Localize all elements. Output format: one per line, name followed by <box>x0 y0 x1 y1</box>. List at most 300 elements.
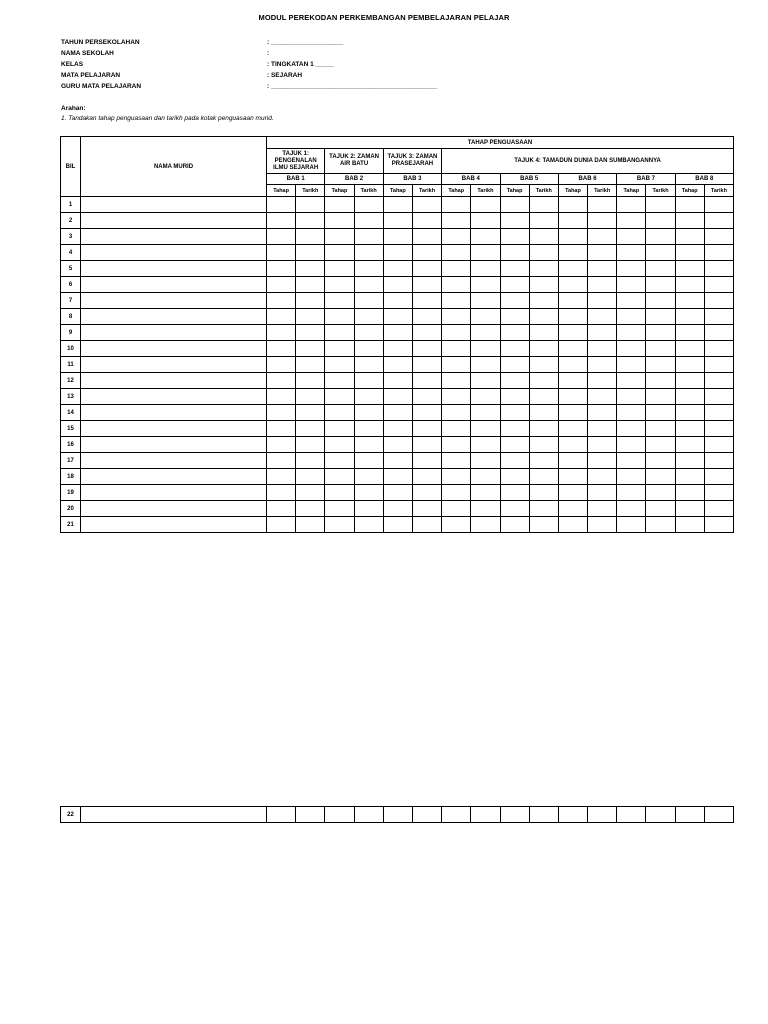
tarikh-cell[interactable] <box>296 453 325 469</box>
tarikh-cell[interactable] <box>704 261 733 277</box>
tarikh-cell[interactable] <box>588 309 617 325</box>
tarikh-cell[interactable] <box>471 277 500 293</box>
tahap-cell[interactable] <box>617 437 646 453</box>
tarikh-cell[interactable] <box>354 453 383 469</box>
tahap-cell[interactable] <box>325 421 354 437</box>
tahap-cell[interactable] <box>325 309 354 325</box>
tarikh-cell[interactable] <box>471 469 500 485</box>
tarikh-cell[interactable] <box>588 501 617 517</box>
tahap-cell[interactable] <box>383 421 412 437</box>
tahap-cell[interactable] <box>383 357 412 373</box>
tahap-cell[interactable] <box>617 807 646 823</box>
tarikh-cell[interactable] <box>296 373 325 389</box>
tahap-cell[interactable] <box>267 309 296 325</box>
tahap-cell[interactable] <box>617 389 646 405</box>
tarikh-cell[interactable] <box>354 373 383 389</box>
tarikh-cell[interactable] <box>646 517 675 533</box>
tahap-cell[interactable] <box>383 213 412 229</box>
tahap-cell[interactable] <box>442 245 471 261</box>
tarikh-cell[interactable] <box>588 325 617 341</box>
tahap-cell[interactable] <box>558 373 587 389</box>
tahap-cell[interactable] <box>442 341 471 357</box>
tahap-cell[interactable] <box>558 357 587 373</box>
tahap-cell[interactable] <box>675 501 704 517</box>
tahap-cell[interactable] <box>500 405 529 421</box>
tarikh-cell[interactable] <box>354 229 383 245</box>
tahap-cell[interactable] <box>675 309 704 325</box>
tarikh-cell[interactable] <box>646 501 675 517</box>
tarikh-cell[interactable] <box>296 405 325 421</box>
tarikh-cell[interactable] <box>354 341 383 357</box>
tarikh-cell[interactable] <box>296 341 325 357</box>
tarikh-cell[interactable] <box>704 437 733 453</box>
tahap-cell[interactable] <box>325 261 354 277</box>
tahap-cell[interactable] <box>267 807 296 823</box>
tarikh-cell[interactable] <box>471 293 500 309</box>
tarikh-cell[interactable] <box>412 277 441 293</box>
tarikh-cell[interactable] <box>471 245 500 261</box>
tarikh-cell[interactable] <box>354 389 383 405</box>
tarikh-cell[interactable] <box>354 309 383 325</box>
tahap-cell[interactable] <box>267 197 296 213</box>
tahap-cell[interactable] <box>442 517 471 533</box>
tarikh-cell[interactable] <box>296 437 325 453</box>
tarikh-cell[interactable] <box>529 453 558 469</box>
tahap-cell[interactable] <box>675 373 704 389</box>
tarikh-cell[interactable] <box>412 341 441 357</box>
tahap-cell[interactable] <box>267 389 296 405</box>
tahap-cell[interactable] <box>558 453 587 469</box>
tarikh-cell[interactable] <box>471 807 500 823</box>
student-name-cell[interactable] <box>81 501 267 517</box>
tarikh-cell[interactable] <box>646 245 675 261</box>
tahap-cell[interactable] <box>617 357 646 373</box>
tahap-cell[interactable] <box>383 245 412 261</box>
tahap-cell[interactable] <box>617 341 646 357</box>
tarikh-cell[interactable] <box>704 373 733 389</box>
student-name-cell[interactable] <box>81 485 267 501</box>
tahap-cell[interactable] <box>617 245 646 261</box>
student-name-cell[interactable] <box>81 357 267 373</box>
tarikh-cell[interactable] <box>354 421 383 437</box>
tahap-cell[interactable] <box>325 807 354 823</box>
tarikh-cell[interactable] <box>354 501 383 517</box>
tahap-cell[interactable] <box>442 293 471 309</box>
tarikh-cell[interactable] <box>646 341 675 357</box>
tarikh-cell[interactable] <box>412 357 441 373</box>
tahap-cell[interactable] <box>675 389 704 405</box>
tarikh-cell[interactable] <box>529 245 558 261</box>
tahap-cell[interactable] <box>617 229 646 245</box>
tarikh-cell[interactable] <box>704 389 733 405</box>
tarikh-cell[interactable] <box>704 485 733 501</box>
tahap-cell[interactable] <box>267 229 296 245</box>
tahap-cell[interactable] <box>325 501 354 517</box>
student-name-cell[interactable] <box>81 293 267 309</box>
tarikh-cell[interactable] <box>529 213 558 229</box>
tarikh-cell[interactable] <box>471 309 500 325</box>
tarikh-cell[interactable] <box>296 517 325 533</box>
tahap-cell[interactable] <box>325 517 354 533</box>
tahap-cell[interactable] <box>558 517 587 533</box>
tahap-cell[interactable] <box>500 373 529 389</box>
student-name-cell[interactable] <box>81 437 267 453</box>
tahap-cell[interactable] <box>383 501 412 517</box>
tarikh-cell[interactable] <box>296 389 325 405</box>
tarikh-cell[interactable] <box>704 309 733 325</box>
tarikh-cell[interactable] <box>704 807 733 823</box>
tahap-cell[interactable] <box>267 437 296 453</box>
tarikh-cell[interactable] <box>471 261 500 277</box>
tahap-cell[interactable] <box>500 261 529 277</box>
tarikh-cell[interactable] <box>354 485 383 501</box>
student-name-cell[interactable] <box>81 373 267 389</box>
tahap-cell[interactable] <box>617 325 646 341</box>
tahap-cell[interactable] <box>500 325 529 341</box>
tahap-cell[interactable] <box>383 197 412 213</box>
tarikh-cell[interactable] <box>646 421 675 437</box>
tarikh-cell[interactable] <box>704 501 733 517</box>
tarikh-cell[interactable] <box>588 357 617 373</box>
tarikh-cell[interactable] <box>646 357 675 373</box>
tahap-cell[interactable] <box>383 293 412 309</box>
tarikh-cell[interactable] <box>588 437 617 453</box>
tarikh-cell[interactable] <box>354 405 383 421</box>
tahap-cell[interactable] <box>442 501 471 517</box>
tarikh-cell[interactable] <box>646 213 675 229</box>
tarikh-cell[interactable] <box>296 807 325 823</box>
tahap-cell[interactable] <box>267 341 296 357</box>
tahap-cell[interactable] <box>617 309 646 325</box>
tahap-cell[interactable] <box>383 341 412 357</box>
tarikh-cell[interactable] <box>704 341 733 357</box>
student-name-cell[interactable] <box>81 807 267 823</box>
tahap-cell[interactable] <box>267 373 296 389</box>
tahap-cell[interactable] <box>558 389 587 405</box>
tarikh-cell[interactable] <box>529 229 558 245</box>
tahap-cell[interactable] <box>500 517 529 533</box>
tahap-cell[interactable] <box>558 437 587 453</box>
tarikh-cell[interactable] <box>471 485 500 501</box>
tarikh-cell[interactable] <box>646 485 675 501</box>
tahap-cell[interactable] <box>500 229 529 245</box>
tahap-cell[interactable] <box>383 389 412 405</box>
tarikh-cell[interactable] <box>471 389 500 405</box>
tahap-cell[interactable] <box>442 437 471 453</box>
tarikh-cell[interactable] <box>354 469 383 485</box>
tahap-cell[interactable] <box>558 277 587 293</box>
tarikh-cell[interactable] <box>296 485 325 501</box>
tarikh-cell[interactable] <box>646 293 675 309</box>
tarikh-cell[interactable] <box>471 229 500 245</box>
tahap-cell[interactable] <box>558 213 587 229</box>
tarikh-cell[interactable] <box>588 213 617 229</box>
tahap-cell[interactable] <box>442 469 471 485</box>
tarikh-cell[interactable] <box>412 325 441 341</box>
tahap-cell[interactable] <box>442 421 471 437</box>
tahap-cell[interactable] <box>500 277 529 293</box>
tahap-cell[interactable] <box>267 213 296 229</box>
tahap-cell[interactable] <box>442 357 471 373</box>
tarikh-cell[interactable] <box>412 405 441 421</box>
tahap-cell[interactable] <box>325 245 354 261</box>
tahap-cell[interactable] <box>325 485 354 501</box>
tarikh-cell[interactable] <box>646 453 675 469</box>
tarikh-cell[interactable] <box>588 341 617 357</box>
tahap-cell[interactable] <box>383 325 412 341</box>
tahap-cell[interactable] <box>267 517 296 533</box>
tarikh-cell[interactable] <box>529 389 558 405</box>
tarikh-cell[interactable] <box>471 501 500 517</box>
tahap-cell[interactable] <box>617 485 646 501</box>
tahap-cell[interactable] <box>325 389 354 405</box>
student-name-cell[interactable] <box>81 517 267 533</box>
tarikh-cell[interactable] <box>354 437 383 453</box>
tahap-cell[interactable] <box>267 421 296 437</box>
student-name-cell[interactable] <box>81 389 267 405</box>
tahap-cell[interactable] <box>442 325 471 341</box>
tarikh-cell[interactable] <box>588 469 617 485</box>
tarikh-cell[interactable] <box>471 437 500 453</box>
tarikh-cell[interactable] <box>704 229 733 245</box>
tarikh-cell[interactable] <box>354 277 383 293</box>
tarikh-cell[interactable] <box>588 421 617 437</box>
tahap-cell[interactable] <box>558 421 587 437</box>
tahap-cell[interactable] <box>267 293 296 309</box>
tahap-cell[interactable] <box>383 517 412 533</box>
tarikh-cell[interactable] <box>412 437 441 453</box>
tahap-cell[interactable] <box>325 213 354 229</box>
tarikh-cell[interactable] <box>296 325 325 341</box>
tahap-cell[interactable] <box>325 437 354 453</box>
student-name-cell[interactable] <box>81 341 267 357</box>
tarikh-cell[interactable] <box>354 357 383 373</box>
tarikh-cell[interactable] <box>704 197 733 213</box>
tahap-cell[interactable] <box>267 245 296 261</box>
student-name-cell[interactable] <box>81 325 267 341</box>
tahap-cell[interactable] <box>325 293 354 309</box>
tahap-cell[interactable] <box>500 501 529 517</box>
tahap-cell[interactable] <box>267 485 296 501</box>
tahap-cell[interactable] <box>675 357 704 373</box>
tahap-cell[interactable] <box>675 453 704 469</box>
tarikh-cell[interactable] <box>588 261 617 277</box>
tarikh-cell[interactable] <box>412 197 441 213</box>
tahap-cell[interactable] <box>675 277 704 293</box>
tarikh-cell[interactable] <box>412 213 441 229</box>
tarikh-cell[interactable] <box>646 277 675 293</box>
tarikh-cell[interactable] <box>354 197 383 213</box>
student-name-cell[interactable] <box>81 453 267 469</box>
tahap-cell[interactable] <box>383 277 412 293</box>
tahap-cell[interactable] <box>325 373 354 389</box>
tahap-cell[interactable] <box>617 373 646 389</box>
tarikh-cell[interactable] <box>529 341 558 357</box>
tahap-cell[interactable] <box>617 517 646 533</box>
tahap-cell[interactable] <box>558 309 587 325</box>
tarikh-cell[interactable] <box>646 405 675 421</box>
student-name-cell[interactable] <box>81 261 267 277</box>
tarikh-cell[interactable] <box>646 469 675 485</box>
tahap-cell[interactable] <box>383 807 412 823</box>
tahap-cell[interactable] <box>500 389 529 405</box>
tahap-cell[interactable] <box>325 469 354 485</box>
tarikh-cell[interactable] <box>412 517 441 533</box>
tarikh-cell[interactable] <box>588 229 617 245</box>
tahap-cell[interactable] <box>325 229 354 245</box>
tarikh-cell[interactable] <box>412 469 441 485</box>
tarikh-cell[interactable] <box>296 229 325 245</box>
tahap-cell[interactable] <box>617 197 646 213</box>
tahap-cell[interactable] <box>500 485 529 501</box>
tahap-cell[interactable] <box>383 373 412 389</box>
tarikh-cell[interactable] <box>412 485 441 501</box>
tahap-cell[interactable] <box>442 261 471 277</box>
tarikh-cell[interactable] <box>704 245 733 261</box>
tarikh-cell[interactable] <box>471 421 500 437</box>
tahap-cell[interactable] <box>675 229 704 245</box>
tahap-cell[interactable] <box>558 245 587 261</box>
tahap-cell[interactable] <box>383 405 412 421</box>
tarikh-cell[interactable] <box>529 469 558 485</box>
tarikh-cell[interactable] <box>588 485 617 501</box>
tahap-cell[interactable] <box>383 437 412 453</box>
tahap-cell[interactable] <box>500 293 529 309</box>
tarikh-cell[interactable] <box>704 277 733 293</box>
tarikh-cell[interactable] <box>588 197 617 213</box>
tahap-cell[interactable] <box>558 341 587 357</box>
tarikh-cell[interactable] <box>412 245 441 261</box>
tarikh-cell[interactable] <box>704 293 733 309</box>
tahap-cell[interactable] <box>675 341 704 357</box>
student-name-cell[interactable] <box>81 229 267 245</box>
tahap-cell[interactable] <box>500 421 529 437</box>
tahap-cell[interactable] <box>325 277 354 293</box>
tahap-cell[interactable] <box>675 405 704 421</box>
tarikh-cell[interactable] <box>354 245 383 261</box>
tarikh-cell[interactable] <box>412 229 441 245</box>
tahap-cell[interactable] <box>675 421 704 437</box>
tahap-cell[interactable] <box>325 405 354 421</box>
tahap-cell[interactable] <box>267 501 296 517</box>
tahap-cell[interactable] <box>617 261 646 277</box>
tahap-cell[interactable] <box>675 197 704 213</box>
tarikh-cell[interactable] <box>588 807 617 823</box>
tahap-cell[interactable] <box>500 197 529 213</box>
tarikh-cell[interactable] <box>646 229 675 245</box>
tahap-cell[interactable] <box>383 309 412 325</box>
tarikh-cell[interactable] <box>529 517 558 533</box>
tarikh-cell[interactable] <box>646 807 675 823</box>
tarikh-cell[interactable] <box>354 261 383 277</box>
tahap-cell[interactable] <box>558 293 587 309</box>
tarikh-cell[interactable] <box>412 309 441 325</box>
tahap-cell[interactable] <box>442 213 471 229</box>
tarikh-cell[interactable] <box>354 807 383 823</box>
tahap-cell[interactable] <box>442 389 471 405</box>
tahap-cell[interactable] <box>442 453 471 469</box>
tahap-cell[interactable] <box>675 807 704 823</box>
tarikh-cell[interactable] <box>646 437 675 453</box>
tahap-cell[interactable] <box>675 437 704 453</box>
tarikh-cell[interactable] <box>529 309 558 325</box>
student-name-cell[interactable] <box>81 213 267 229</box>
tarikh-cell[interactable] <box>588 277 617 293</box>
tarikh-cell[interactable] <box>412 293 441 309</box>
tahap-cell[interactable] <box>500 437 529 453</box>
tarikh-cell[interactable] <box>704 517 733 533</box>
tarikh-cell[interactable] <box>646 373 675 389</box>
tarikh-cell[interactable] <box>529 405 558 421</box>
tahap-cell[interactable] <box>267 453 296 469</box>
tarikh-cell[interactable] <box>529 501 558 517</box>
tahap-cell[interactable] <box>325 197 354 213</box>
student-name-cell[interactable] <box>81 469 267 485</box>
tarikh-cell[interactable] <box>704 325 733 341</box>
tarikh-cell[interactable] <box>471 213 500 229</box>
tarikh-cell[interactable] <box>529 357 558 373</box>
tarikh-cell[interactable] <box>296 469 325 485</box>
tahap-cell[interactable] <box>442 197 471 213</box>
tarikh-cell[interactable] <box>646 197 675 213</box>
tahap-cell[interactable] <box>267 469 296 485</box>
tahap-cell[interactable] <box>500 469 529 485</box>
tarikh-cell[interactable] <box>529 437 558 453</box>
tarikh-cell[interactable] <box>529 807 558 823</box>
tahap-cell[interactable] <box>617 421 646 437</box>
tahap-cell[interactable] <box>617 469 646 485</box>
tarikh-cell[interactable] <box>704 213 733 229</box>
tahap-cell[interactable] <box>500 453 529 469</box>
student-name-cell[interactable] <box>81 405 267 421</box>
tahap-cell[interactable] <box>558 807 587 823</box>
tarikh-cell[interactable] <box>646 261 675 277</box>
tarikh-cell[interactable] <box>588 245 617 261</box>
tahap-cell[interactable] <box>617 277 646 293</box>
tarikh-cell[interactable] <box>588 373 617 389</box>
tahap-cell[interactable] <box>558 469 587 485</box>
tahap-cell[interactable] <box>500 213 529 229</box>
tahap-cell[interactable] <box>442 373 471 389</box>
tarikh-cell[interactable] <box>296 213 325 229</box>
tahap-cell[interactable] <box>558 197 587 213</box>
tahap-cell[interactable] <box>325 357 354 373</box>
tarikh-cell[interactable] <box>296 309 325 325</box>
tahap-cell[interactable] <box>383 485 412 501</box>
tarikh-cell[interactable] <box>412 807 441 823</box>
tarikh-cell[interactable] <box>704 357 733 373</box>
tahap-cell[interactable] <box>675 261 704 277</box>
tahap-cell[interactable] <box>442 309 471 325</box>
tarikh-cell[interactable] <box>296 501 325 517</box>
student-name-cell[interactable] <box>81 421 267 437</box>
tarikh-cell[interactable] <box>471 453 500 469</box>
tarikh-cell[interactable] <box>646 389 675 405</box>
tarikh-cell[interactable] <box>471 517 500 533</box>
tahap-cell[interactable] <box>442 277 471 293</box>
tarikh-cell[interactable] <box>588 517 617 533</box>
tarikh-cell[interactable] <box>704 421 733 437</box>
tarikh-cell[interactable] <box>471 325 500 341</box>
tarikh-cell[interactable] <box>471 357 500 373</box>
tarikh-cell[interactable] <box>529 421 558 437</box>
tarikh-cell[interactable] <box>296 261 325 277</box>
tahap-cell[interactable] <box>675 469 704 485</box>
tarikh-cell[interactable] <box>704 405 733 421</box>
tahap-cell[interactable] <box>442 807 471 823</box>
tahap-cell[interactable] <box>383 453 412 469</box>
tahap-cell[interactable] <box>442 229 471 245</box>
